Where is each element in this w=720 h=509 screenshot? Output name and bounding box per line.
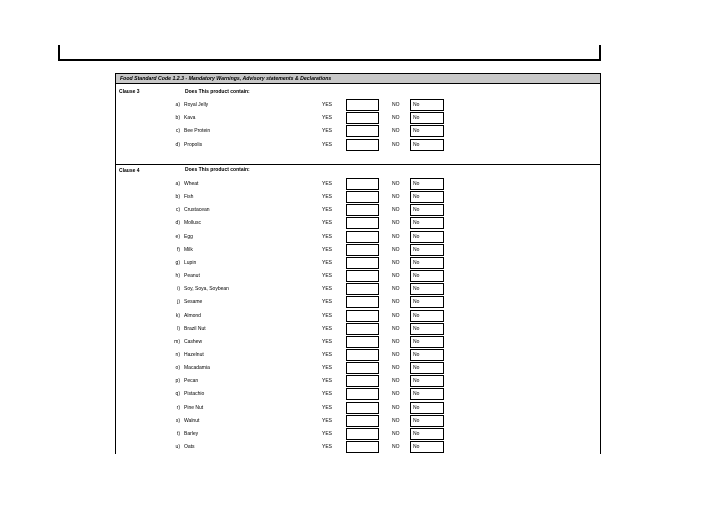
item-letter: a) (175, 181, 180, 187)
item-name: Bee Protein (184, 128, 211, 135)
item-name: Fish (184, 194, 194, 201)
item-letter: n) (175, 351, 180, 358)
yes-label: YES (322, 404, 333, 411)
yes-label: YES (322, 246, 333, 253)
yes-label: YES (322, 207, 333, 214)
yes-checkbox[interactable] (346, 244, 379, 256)
item-letter: g) (175, 259, 180, 266)
item-name: Almond (184, 312, 201, 319)
item-letter: t) (176, 430, 180, 437)
item-letter: a) (175, 102, 180, 108)
no-answer-field[interactable]: No (410, 99, 444, 111)
yes-label: YES (322, 194, 333, 201)
item-letter: p) (175, 378, 180, 385)
yes-checkbox[interactable] (346, 310, 379, 322)
item-name: Walnut (184, 417, 200, 424)
yes-checkbox[interactable] (346, 191, 379, 203)
item-name: Pine Nut (184, 404, 204, 411)
item-name: Propolis (184, 141, 203, 148)
item-name: Oats (184, 444, 195, 450)
no-answer-field[interactable]: No (410, 349, 444, 361)
no-label: NO (392, 181, 400, 187)
no-answer-field[interactable]: No (410, 415, 444, 427)
yes-label: YES (322, 365, 333, 372)
item-letter: e) (175, 233, 180, 240)
yes-checkbox[interactable] (346, 231, 379, 243)
item-letter: r) (176, 404, 180, 411)
no-label: NO (392, 391, 400, 398)
item-letter: q) (175, 391, 180, 398)
item-name: Cashew (184, 338, 203, 345)
no-label: NO (392, 233, 400, 240)
no-label: NO (392, 286, 400, 293)
yes-checkbox[interactable] (346, 270, 379, 282)
item-name: Barley (184, 430, 199, 437)
item-name: Mollusc (184, 220, 201, 227)
yes-label: YES (322, 259, 333, 266)
no-answer-field[interactable]: No (410, 441, 444, 453)
yes-label: YES (322, 286, 333, 293)
item-name: Hazelnut (184, 351, 204, 358)
no-answer-field[interactable]: No (410, 428, 444, 440)
no-answer-field[interactable]: No (410, 217, 444, 229)
form-left-border (115, 73, 116, 454)
item-letter: c) (175, 128, 180, 135)
item-name: Lupin (184, 259, 197, 266)
no-answer-field[interactable]: No (410, 362, 444, 374)
no-answer-field[interactable]: No (410, 191, 444, 203)
item-letter: b) (175, 115, 180, 122)
yes-label: YES (322, 102, 333, 108)
item-letter: u) (175, 444, 180, 450)
yes-checkbox[interactable] (346, 217, 379, 229)
no-answer-field[interactable]: No (410, 112, 444, 124)
item-name: Soy, Soya, Soybean (184, 286, 229, 293)
item-letter: c) (175, 207, 180, 214)
item-letter: m) (174, 338, 180, 345)
item-letter: k) (175, 312, 180, 319)
item-letter: i) (177, 286, 180, 293)
item-letter: j) (177, 299, 180, 306)
frame-bottom-rule (58, 59, 601, 61)
form-right-border (600, 73, 601, 454)
item-name: Royal Jelly (184, 102, 209, 108)
yes-checkbox[interactable] (346, 112, 379, 124)
clause-3-label: Clause 3 (119, 89, 140, 95)
yes-checkbox[interactable] (346, 296, 379, 308)
yes-checkbox[interactable] (346, 375, 379, 387)
item-letter: o) (175, 365, 180, 372)
no-label: NO (392, 338, 400, 345)
no-answer-field[interactable]: No (410, 336, 444, 348)
no-label: NO (392, 259, 400, 266)
item-name: Macadamia (184, 365, 210, 372)
yes-label: YES (322, 233, 333, 240)
yes-checkbox[interactable] (346, 441, 379, 453)
no-label: NO (392, 102, 400, 108)
yes-checkbox[interactable] (346, 336, 379, 348)
yes-label: YES (322, 417, 333, 424)
item-letter: s) (175, 417, 180, 424)
item-name: Egg (184, 233, 193, 240)
item-name: Brazil Nut (184, 325, 206, 332)
no-answer-field[interactable]: No (410, 244, 444, 256)
no-label: NO (392, 141, 400, 148)
clause-4-label: Clause 4 (119, 168, 140, 174)
no-answer-field[interactable]: No (410, 388, 444, 400)
yes-label: YES (322, 299, 333, 306)
no-answer-field[interactable]: No (410, 178, 444, 190)
no-label: NO (392, 246, 400, 253)
yes-checkbox[interactable] (346, 257, 379, 269)
item-letter: h) (175, 273, 180, 280)
no-answer-field[interactable]: No (410, 125, 444, 137)
no-answer-field[interactable]: No (410, 323, 444, 335)
yes-label: YES (322, 115, 333, 122)
no-label: NO (392, 128, 400, 135)
yes-checkbox[interactable] (346, 428, 379, 440)
no-label: NO (392, 220, 400, 227)
item-name: Pistachio (184, 391, 205, 398)
yes-checkbox[interactable] (346, 402, 379, 414)
no-answer-field[interactable]: No (410, 270, 444, 282)
yes-checkbox[interactable] (346, 139, 379, 151)
no-label: NO (392, 444, 400, 450)
no-answer-field[interactable]: No (410, 257, 444, 269)
yes-label: YES (322, 430, 333, 437)
no-label: NO (392, 312, 400, 319)
item-name: Peanut (184, 273, 200, 280)
no-label: NO (392, 351, 400, 358)
yes-checkbox[interactable] (346, 362, 379, 374)
no-label: NO (392, 365, 400, 372)
yes-checkbox[interactable] (346, 415, 379, 427)
yes-checkbox[interactable] (346, 283, 379, 295)
yes-checkbox[interactable] (346, 99, 379, 111)
no-answer-field[interactable]: No (410, 204, 444, 216)
no-label: NO (392, 115, 400, 122)
item-name: Kava (184, 115, 196, 122)
item-name: Pecan (184, 378, 199, 385)
no-label: NO (392, 273, 400, 280)
section-divider (115, 164, 601, 165)
no-label: NO (392, 207, 400, 214)
yes-checkbox[interactable] (346, 388, 379, 400)
no-answer-field[interactable]: No (410, 283, 444, 295)
clause-3-question: Does This product contain: (185, 89, 250, 95)
item-letter: b) (175, 194, 180, 201)
section-header-title: Food Standard Code 1.2.3 - Mandatory Warnings, Advisory statements & Declarations (120, 76, 332, 82)
yes-label: YES (322, 220, 333, 227)
yes-label: YES (322, 181, 333, 187)
yes-label: YES (322, 378, 333, 385)
yes-checkbox[interactable] (346, 349, 379, 361)
item-name: Milk (184, 246, 193, 253)
yes-checkbox[interactable] (346, 125, 379, 137)
yes-checkbox[interactable] (346, 178, 379, 190)
yes-label: YES (322, 444, 333, 450)
yes-label: YES (322, 141, 333, 148)
no-label: NO (392, 325, 400, 332)
yes-checkbox[interactable] (346, 323, 379, 335)
no-answer-field[interactable]: No (410, 296, 444, 308)
section-header-bar (115, 73, 601, 84)
item-letter: l) (177, 325, 180, 332)
no-answer-field[interactable]: No (410, 231, 444, 243)
no-answer-field[interactable]: No (410, 375, 444, 387)
no-label: NO (392, 194, 400, 201)
clause-4-question: Does This product contain: (185, 167, 250, 173)
item-letter: f) (176, 246, 180, 253)
yes-checkbox[interactable] (346, 204, 379, 216)
no-answer-field[interactable]: No (410, 139, 444, 151)
yes-label: YES (322, 325, 333, 332)
yes-label: YES (322, 312, 333, 319)
yes-label: YES (322, 351, 333, 358)
item-letter: d) (175, 220, 180, 227)
no-label: NO (392, 404, 400, 411)
item-name: Wheat (184, 181, 199, 187)
no-label: NO (392, 430, 400, 437)
no-answer-field[interactable]: No (410, 310, 444, 322)
item-name: Crustacean (184, 207, 210, 214)
yes-label: YES (322, 273, 333, 280)
no-label: NO (392, 417, 400, 424)
yes-label: YES (322, 391, 333, 398)
item-name: Sesame (184, 299, 203, 306)
no-label: NO (392, 299, 400, 306)
no-answer-field[interactable]: No (410, 402, 444, 414)
item-letter: d) (175, 141, 180, 148)
no-label: NO (392, 378, 400, 385)
yes-label: YES (322, 338, 333, 345)
yes-label: YES (322, 128, 333, 135)
